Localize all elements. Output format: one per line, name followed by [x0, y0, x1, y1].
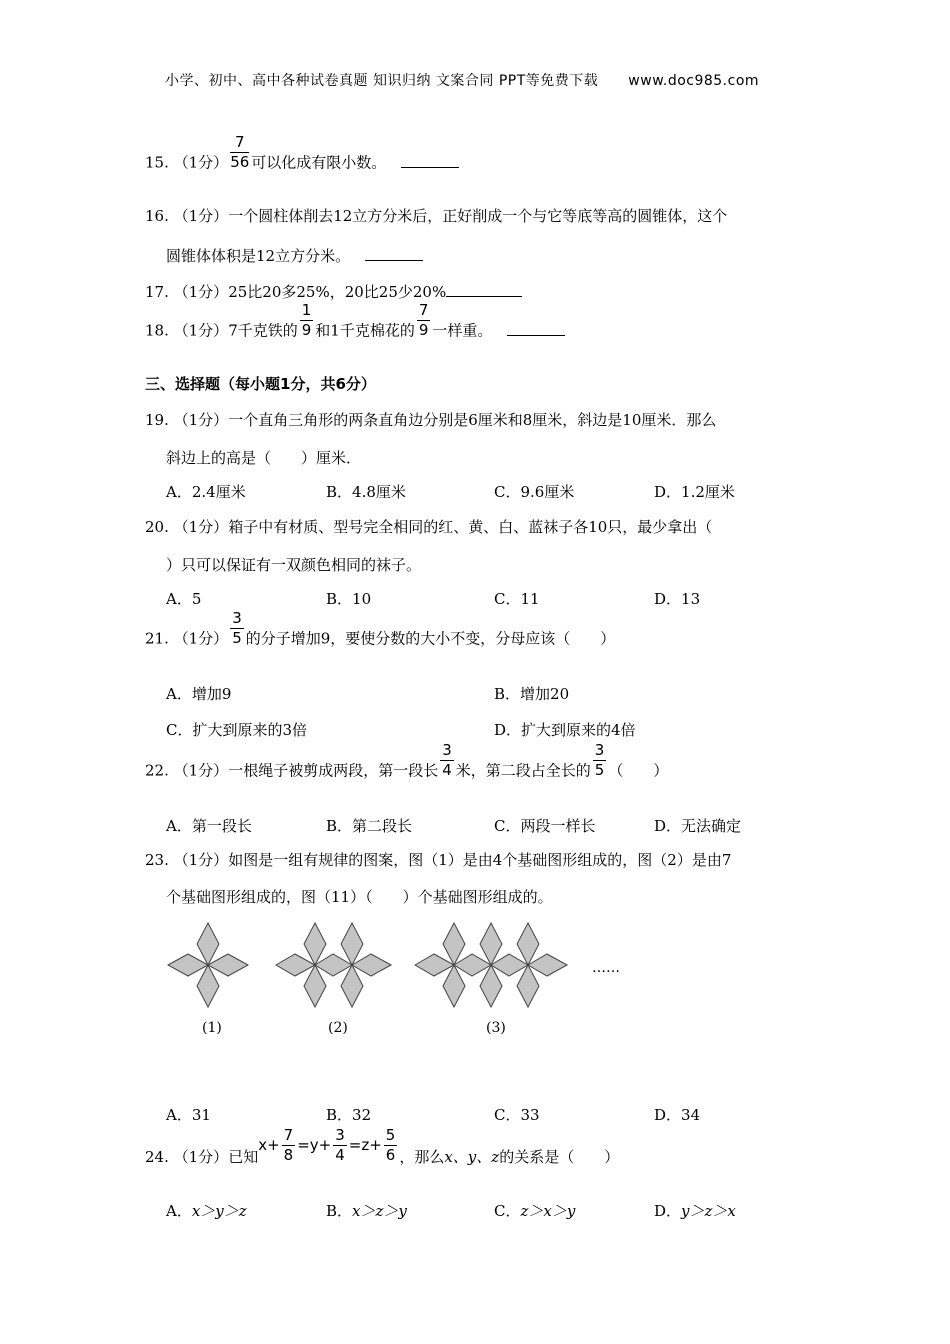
equation: x+ $\frac{7}{8}$ =y+ $\frac{3}{4}$ =z+ $\frac{5}{6}$ [258, 1126, 396, 1164]
rhombus-shape [197, 965, 219, 1007]
answer-blank[interactable] [365, 246, 423, 261]
figure-label: (1) [202, 1020, 222, 1036]
rhombus-shape [517, 923, 539, 965]
option-d[interactable]: D．y＞z＞x [654, 1202, 736, 1220]
fraction: $\frac{7}{8}$ [283, 1126, 294, 1164]
rhombus-shape [197, 923, 219, 965]
question-text: 25比20多25%，20比25少20% [228, 283, 447, 301]
fraction: $\frac{1}{9}$ [301, 301, 312, 339]
rhombus-shape [491, 954, 528, 976]
option-a[interactable]: A．第一段长 [166, 817, 252, 835]
question-20 [145, 516, 712, 537]
rhombus-shape [341, 965, 363, 1007]
question-text: 一根绳子被剪成两段，第一段长 [228, 761, 439, 780]
option-b[interactable]: B．10 [326, 590, 372, 608]
pattern-1 [168, 923, 248, 1007]
rhombus-shape [276, 954, 315, 976]
question-score: （1分） [173, 629, 229, 648]
option-c[interactable]: C．扩大到原来的3倍 [166, 721, 308, 739]
rhombus-shape [415, 954, 454, 976]
question-score: （1分） [173, 1148, 229, 1166]
question-score: （1分） [173, 153, 229, 172]
rhombus-shape [341, 923, 363, 965]
option-b[interactable]: B．增加20 [494, 685, 570, 703]
question-text: ，那么 [399, 1148, 445, 1166]
question-text: 7千克铁的 [228, 321, 298, 340]
question-text: 已知 [228, 1148, 259, 1166]
option-a[interactable]: A．2.4厘米 [166, 483, 246, 501]
question-text: 箱子中有材质、型号完全相同的红、黄、白、蓝袜子各10只，最少拿出（ [228, 518, 713, 536]
fraction: $\frac{5}{6}$ [385, 1126, 396, 1164]
question-23 [145, 849, 731, 870]
question-text: 的关系是（ ） [499, 1148, 620, 1166]
question-score: （1分） [173, 411, 229, 429]
option-a[interactable]: A．增加9 [166, 685, 232, 703]
answer-blank[interactable] [401, 153, 459, 168]
question-number: 23. [145, 851, 169, 869]
question-score: （1分） [173, 283, 229, 301]
question-score: （1分） [173, 851, 229, 869]
option-b[interactable]: B．第二段长 [326, 817, 413, 835]
question-22 [145, 741, 669, 789]
rhombus-shape [315, 954, 352, 976]
rhombus-shape [517, 965, 539, 1007]
option-a[interactable]: A．5 [166, 590, 202, 608]
rhombus-shape [443, 923, 465, 965]
fraction: $\frac{3}{4}$ [335, 1126, 345, 1164]
question-text: 一样重。 [432, 321, 493, 340]
question-23-line2: 个基础图形组成的，图（11）（ ）个基础图形组成的。 [166, 888, 553, 906]
rhombus-shape [528, 954, 567, 976]
fraction: $\frac{3}{4}$ [442, 741, 452, 779]
ellipsis: …… [592, 960, 620, 976]
question-text: 一个圆柱体削去12立方分米后，正好削成一个与它等底等高的圆锥体，这个 [228, 207, 728, 225]
option-d[interactable]: D．34 [654, 1106, 701, 1124]
rhombus-shape [168, 954, 208, 976]
question-text: 如图是一组有规律的图案，图（1）是由4个基础图形组成的，图（2）是由7 [228, 851, 732, 869]
question-score: （1分） [173, 518, 229, 536]
rhombus-shape [304, 923, 326, 965]
rhombus-shape [208, 954, 248, 976]
option-c[interactable]: C．两段一样长 [494, 817, 596, 835]
fraction: $\frac{3}{5}$ [232, 609, 242, 647]
option-a[interactable]: A．x＞y＞z [166, 1202, 247, 1220]
option-c[interactable]: C．z＞x＞y [494, 1202, 576, 1220]
question-number: 21. [145, 629, 169, 648]
page-header [165, 70, 759, 90]
figure-label: (2) [328, 1020, 348, 1036]
pattern-figure [160, 920, 640, 1040]
question-text: （ ） [608, 761, 669, 780]
fraction: $\frac{3}{5}$ [594, 741, 605, 779]
rhombus-shape [352, 954, 391, 976]
question-number: 15. [145, 153, 169, 172]
header-text: 小学、初中、高中各种试卷真题 知识归纳 文案合同 PPT等免费下载 [165, 73, 599, 89]
question-19 [145, 409, 716, 430]
question-17 [145, 281, 522, 302]
question-text: 和1千克棉花的 [315, 321, 415, 340]
question-number: 16. [145, 207, 169, 225]
pattern-2 [276, 923, 391, 1007]
question-number: 17. [145, 283, 169, 301]
question-number: 22. [145, 761, 169, 780]
rhombus-shape [454, 954, 491, 976]
option-d[interactable]: D．13 [654, 590, 701, 608]
question-score: （1分） [173, 321, 229, 340]
question-24 [145, 1126, 620, 1175]
rhombus-shape [480, 923, 502, 965]
question-text: 圆锥体体积是12立方分米。 [166, 247, 351, 265]
option-d[interactable]: D．扩大到原来的4倍 [494, 721, 636, 739]
rhombus-shape [304, 965, 326, 1007]
figure-label: (3) [486, 1020, 506, 1036]
question-text: x、y、z [444, 1148, 500, 1166]
option-b[interactable]: B．32 [326, 1106, 372, 1124]
question-20-line2: ）只可以保证有一双颜色相同的袜子。 [166, 556, 422, 574]
question-text: 米，第二段占全长的 [455, 761, 591, 780]
question-number: 19. [145, 411, 169, 429]
option-c[interactable]: C．11 [494, 590, 540, 608]
question-number: 20. [145, 518, 169, 536]
option-c[interactable]: C．33 [494, 1106, 540, 1124]
question-text: 的分子增加9，要使分数的大小不变，分母应该（ ） [245, 629, 616, 648]
question-score: （1分） [173, 761, 229, 780]
option-a[interactable]: A．31 [166, 1106, 211, 1124]
rhombus-shape [443, 965, 465, 1007]
question-19-line2: 斜边上的高是（ ）厘米． [166, 449, 362, 467]
question-21 [145, 609, 616, 657]
question-text: 可以化成有限小数。 [251, 153, 387, 172]
question-score: （1分） [173, 207, 229, 225]
rhombus-shape [480, 965, 502, 1007]
question-number: 24. [145, 1148, 169, 1166]
fraction: $\frac{7}{9}$ [418, 301, 429, 339]
option-d[interactable]: D．1.2厘米 [654, 483, 735, 501]
question-text: 一个直角三角形的两条直角边分别是6厘米和8厘米，斜边是10厘米．那么 [228, 411, 717, 429]
question-16 [145, 205, 727, 226]
header-site: www.doc985.com [628, 73, 760, 89]
option-b[interactable]: B．x＞z＞y [326, 1202, 407, 1220]
question-number: 18. [145, 321, 169, 340]
question-15 [145, 133, 459, 181]
fraction: $\frac{7}{56}$ [230, 133, 250, 171]
section-title: 三、选择题（每小题1分，共6分） [145, 375, 376, 393]
option-c[interactable]: C．9.6厘米 [494, 483, 575, 501]
option-d[interactable]: D．无法确定 [654, 817, 742, 835]
question-16-line2 [166, 245, 423, 266]
question-18 [145, 301, 565, 349]
answer-blank[interactable] [507, 321, 565, 336]
pattern-3 [415, 923, 567, 1007]
answer-blank[interactable] [446, 282, 522, 297]
option-b[interactable]: B．4.8厘米 [326, 483, 406, 501]
